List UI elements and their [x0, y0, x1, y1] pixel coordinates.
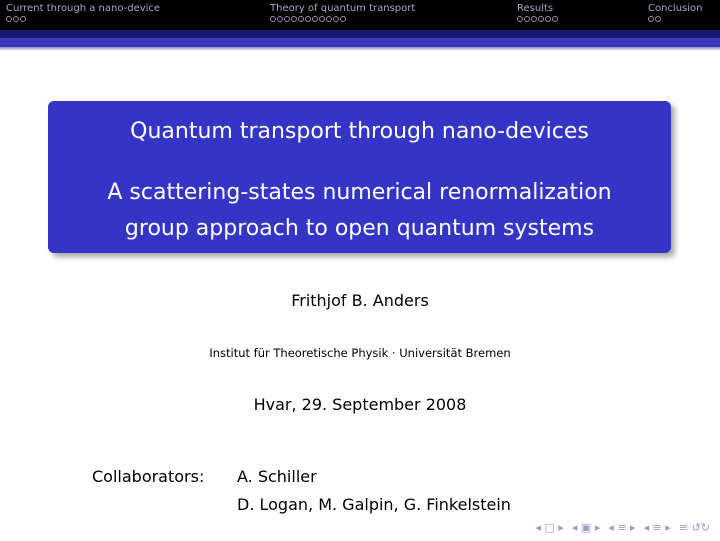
nav-frame-dots[interactable] — [6, 16, 160, 22]
nav-section-title[interactable]: Conclusion — [648, 3, 703, 14]
subtitle-line-1: A scattering-states numerical renormalization — [107, 180, 612, 205]
author: Frithjof B. Anders — [291, 291, 429, 310]
header-stripe-fade — [0, 47, 720, 51]
collaborator-line: A. Schiller — [237, 467, 317, 486]
nav-section-icon[interactable]: ◂ ≡ ▸ — [608, 521, 636, 534]
nav-document-icon[interactable]: ◂ ≡ ▸ — [643, 521, 671, 534]
frame-dot-icon[interactable] — [524, 16, 530, 22]
nav-section-title[interactable]: Results — [517, 3, 554, 14]
title-box — [48, 101, 671, 253]
frame-dot-icon[interactable] — [655, 16, 661, 22]
frame-dot-icon[interactable] — [545, 16, 551, 22]
frame-dot-icon[interactable] — [291, 16, 297, 22]
frame-dot-icon[interactable] — [552, 16, 558, 22]
nav-frame-icon[interactable]: ◂ □ ▸ — [535, 521, 564, 534]
header-stripe-dark — [0, 30, 720, 38]
headline-bar — [0, 0, 720, 30]
nav-subsection-icon[interactable]: ◂ ▣ ▸ — [571, 521, 601, 534]
frame-dot-icon[interactable] — [270, 16, 276, 22]
frame-dot-icon[interactable] — [20, 16, 26, 22]
nav-section-results[interactable] — [517, 3, 558, 22]
frame-dot-icon[interactable] — [340, 16, 346, 22]
nav-frame-dots[interactable] — [517, 16, 558, 22]
collaborator-line: D. Logan, M. Galpin, G. Finkelstein — [237, 495, 511, 514]
presentation-title: Quantum transport through nano-devices — [130, 119, 589, 144]
subtitle-line-2: group approach to open quantum systems — [124, 216, 595, 241]
beamer-navigation — [535, 521, 710, 534]
header-stripe-mid — [0, 38, 720, 47]
frame-dot-icon[interactable] — [284, 16, 290, 22]
institute: Institut für Theoretische Physik · Universität Bremen — [209, 346, 511, 360]
nav-section-conclusion[interactable] — [648, 3, 703, 22]
nav-section-title[interactable]: Theory of quantum transport — [270, 3, 416, 14]
frame-dot-icon[interactable] — [333, 16, 339, 22]
nav-section-title[interactable]: Current through a nano-device — [6, 3, 161, 14]
frame-dot-icon[interactable] — [277, 16, 283, 22]
frame-dot-icon[interactable] — [6, 16, 12, 22]
nav-frame-dots[interactable] — [270, 16, 415, 22]
frame-dot-icon[interactable] — [517, 16, 523, 22]
collaborators-label: Collaborators: — [92, 467, 205, 486]
frame-dot-icon[interactable] — [298, 16, 304, 22]
frame-dot-icon[interactable] — [648, 16, 654, 22]
frame-dot-icon[interactable] — [538, 16, 544, 22]
date: Hvar, 29. September 2008 — [253, 395, 467, 414]
frame-dot-icon[interactable] — [319, 16, 325, 22]
frame-dot-icon[interactable] — [305, 16, 311, 22]
frame-dot-icon[interactable] — [312, 16, 318, 22]
frame-dot-icon[interactable] — [13, 16, 19, 22]
nav-section-theory[interactable] — [270, 3, 415, 22]
nav-frame-dots[interactable] — [648, 16, 703, 22]
frame-dot-icon[interactable] — [531, 16, 537, 22]
nav-search-icon[interactable]: ≡ ↺↻ — [678, 521, 710, 534]
nav-section-current[interactable] — [6, 3, 160, 22]
presentation-subtitle — [48, 175, 671, 247]
frame-dot-icon[interactable] — [326, 16, 332, 22]
